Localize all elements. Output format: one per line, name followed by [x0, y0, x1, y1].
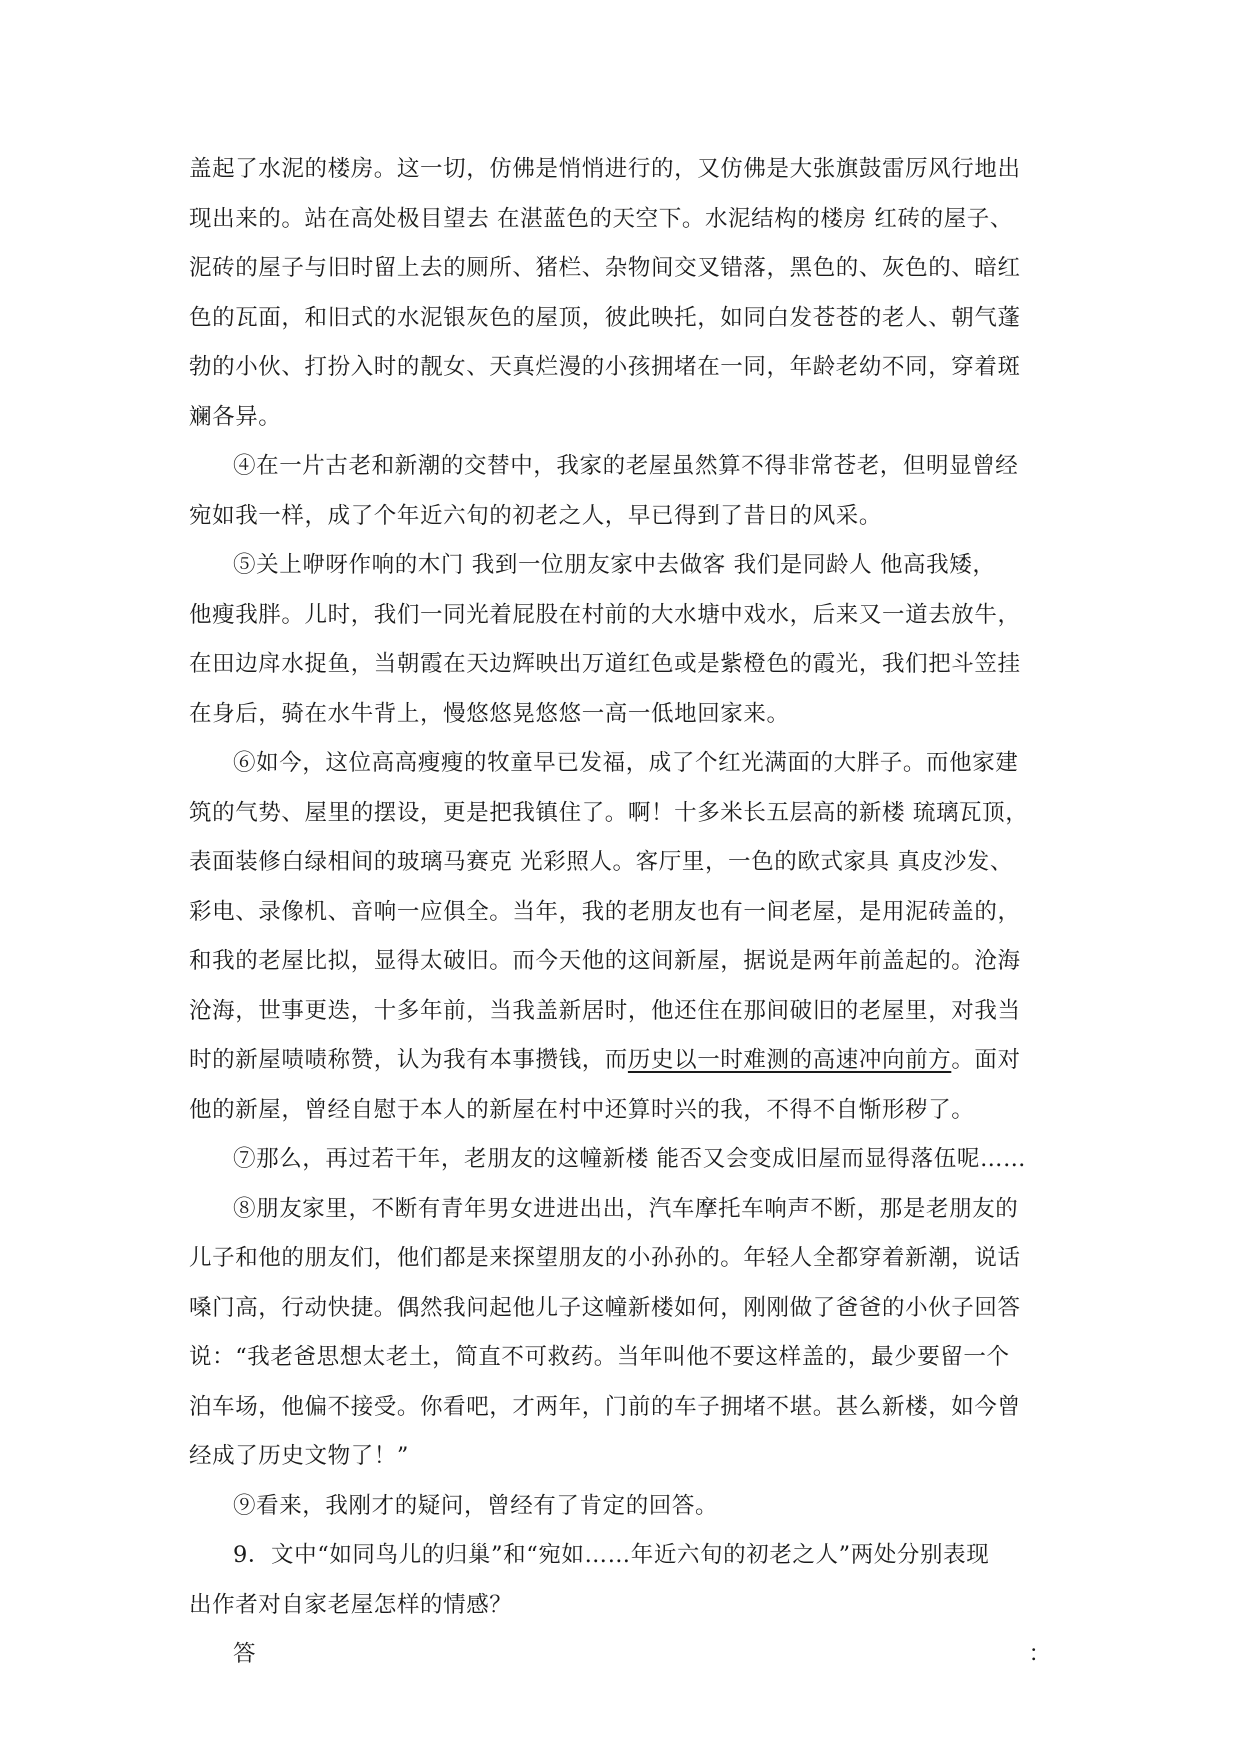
text-line: 沧海，世事更迭，十多年前，当我盖新居时，他还住在那间破旧的老屋里，对我当	[189, 997, 1021, 1024]
text-line: 泊车场，他偏不接受。你看吧，才两年，门前的车子拥堵不堪。甚么新楼，如今曾	[189, 1393, 1021, 1420]
paragraph-5-start: ⑤关上咿呀作响的木门 我到一位朋友家中去做客 我们是同龄人 他高我矮，	[233, 552, 996, 578]
text-line-with-underline	[189, 1036, 1059, 1086]
text-line: 宛如我一样，成了个年近六旬的初老之人，早已得到了昔日的风采。	[189, 502, 883, 529]
text-line: 斓各异。	[189, 403, 282, 430]
text-line: 他瘦我胖。儿时，我们一同光着屁股在村前的大水塘中戏水，后来又一道去放牛，	[189, 601, 1021, 628]
paragraph-8-start: ⑧朋友家里，不断有青年男女进进出出，汽车摩托车响声不断，那是老朋友的	[233, 1195, 1019, 1222]
text-line: 在身后，骑在水牛背上，慢悠悠晃悠悠一高一低地回家来。	[189, 700, 790, 727]
text-line: 现出来的。站在高处极目望去 在湛蓝色的天空下。水泥结构的楼房 红砖的屋子、	[189, 205, 1014, 232]
document-page	[189, 145, 1059, 1680]
text-line: 表面装修白绿相间的玻璃马赛克 光彩照人。客厅里，一色的欧式家具 真皮沙发、	[189, 849, 1014, 875]
text-line: 经成了历史文物了！”	[189, 1443, 410, 1469]
answer-colon: ：	[1028, 1641, 1051, 1667]
text-line: 筑的气势、屋里的摆设，更是把我镇住了。啊！十多米长五层高的新楼 琉璃瓦顶，	[189, 799, 1029, 826]
answer-row	[189, 1630, 1059, 1680]
text-segment: 时的新屋啧啧称赞，认为我有本事攒钱，而	[189, 1047, 628, 1073]
text-line: 泥砖的屋子与旧时留上去的厕所、猪栏、杂物间交叉错落，黑色的、灰色的、暗红	[189, 255, 1021, 281]
text-line: 他的新屋，曾经自慰于本人的新屋在村中还算时兴的我，不得不自惭形秽了。	[189, 1096, 975, 1123]
text-line: 在田边戽水捉鱼，当朝霞在天边辉映出万道红色或是紫橙色的霞光，我们把斗笠挂	[189, 651, 1021, 677]
paragraph-7-start: ⑦那么，再过若干年，老朋友的这幢新楼 能否又会变成旧屋而显得落伍呢……	[233, 1146, 1027, 1172]
text-line: 勃的小伙、打扮入时的靓女、天真烂漫的小孩拥堵在一同，年龄老幼不同，穿着斑	[189, 354, 1021, 380]
text-line: 盖起了水泥的楼房。这一切，仿佛是悄悄进行的，又仿佛是大张旗鼓雷厉风行地出	[189, 156, 1021, 182]
text-segment: 。面对	[951, 1047, 1021, 1073]
text-line: 和我的老屋比拟，显得太破旧。而今天他的这间新屋，据说是两年前盖起的。沧海	[189, 948, 1021, 974]
text-line: 嗓门高，行动快捷。偶然我问起他儿子这幢新楼如何，刚刚做了爸爸的小伙子回答	[189, 1294, 1021, 1321]
paragraph-4-start: ④在一片古老和新潮的交替中，我家的老屋虽然算不得非常苍老，但明显曾经	[233, 453, 1019, 479]
question-9: 9．文中“如同鸟儿的归巢”和“宛如……年近六旬的初老之人”两处分别表现	[233, 1542, 990, 1568]
paragraph-6-start: ⑥如今，这位高高瘦瘦的牧童早已发福，成了个红光满面的大胖子。而他家建	[233, 750, 1019, 776]
text-line: 儿子和他的朋友们，他们都是来探望朋友的小孙孙的。年轻人全都穿着新潮，说话	[189, 1245, 1021, 1271]
paragraph-9-start: ⑨看来，我刚才的疑问，曾经有了肯定的回答。	[233, 1492, 719, 1519]
underlined-phrase: 历史以一时难测的高速冲向前方	[627, 1047, 952, 1073]
answer-label: 答	[233, 1641, 256, 1667]
text-line: 色的瓦面，和旧式的水泥银灰色的屋顶，彼此映托，如同白发苍苍的老人、朝气蓬	[189, 304, 1021, 331]
question-9-continued: 出作者对自家老屋怎样的情感？	[189, 1591, 513, 1618]
text-line: 彩电、录像机、音响一应俱全。当年，我的老朋友也有一间老屋，是用泥砖盖的，	[189, 898, 1021, 925]
text-line: 说：“我老爸思想太老土，简直不可救药。当年叫他不要这样盖的，最少要留一个	[189, 1344, 1010, 1370]
